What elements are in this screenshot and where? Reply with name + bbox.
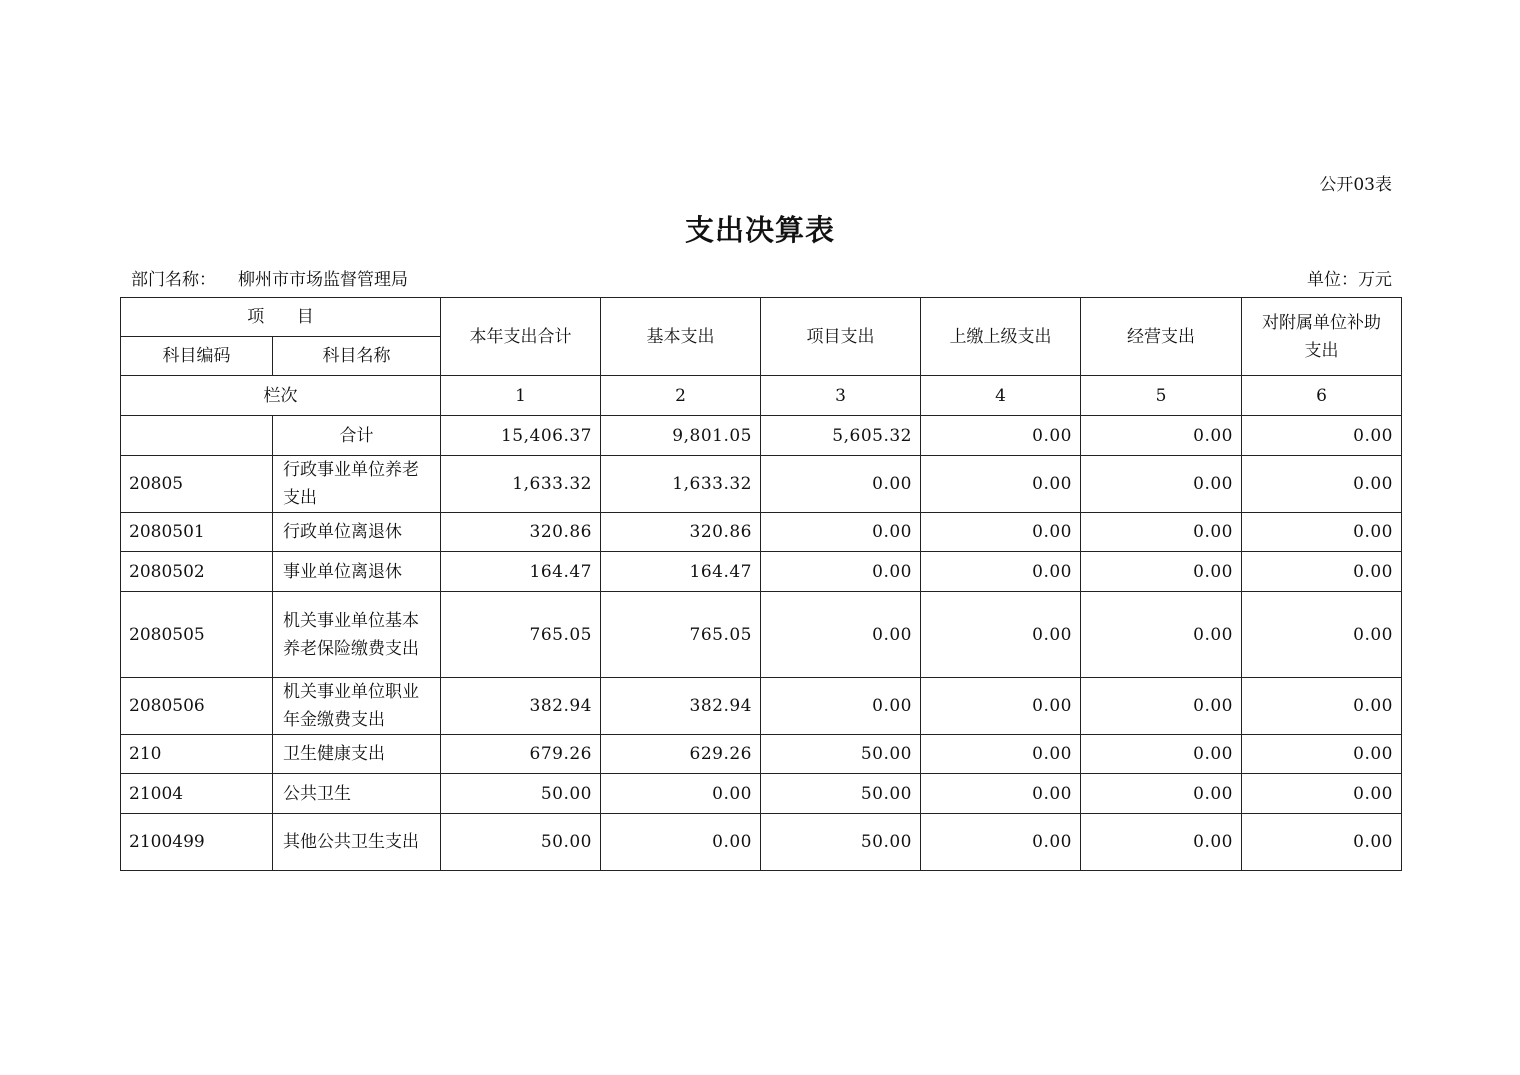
department-label: 部门名称： bbox=[131, 270, 216, 290]
amount-cell: 0.00 bbox=[1242, 735, 1402, 774]
total-label: 合计 bbox=[273, 416, 441, 456]
header-code: 科目编码 bbox=[121, 337, 273, 376]
column-index-row bbox=[121, 376, 1402, 416]
department-value: 柳州市市场监督管理局 bbox=[238, 270, 408, 290]
amount-cell: 0.00 bbox=[1081, 513, 1242, 552]
table-row bbox=[121, 774, 1402, 814]
amount-cell: 0.00 bbox=[1081, 456, 1242, 513]
amount-cell: 0.00 bbox=[1242, 456, 1402, 513]
table-row bbox=[121, 678, 1402, 735]
header-total: 本年支出合计 bbox=[441, 298, 601, 376]
amount-cell: 382.94 bbox=[601, 678, 761, 735]
amount-cell: 0.00 bbox=[761, 552, 921, 592]
total-row bbox=[121, 416, 1402, 456]
amount-cell: 0.00 bbox=[921, 513, 1081, 552]
amount-cell: 0.00 bbox=[1242, 774, 1402, 814]
total-value: 9,801.05 bbox=[601, 416, 761, 456]
subject-name: 事业单位离退休 bbox=[273, 552, 441, 592]
subject-name: 公共卫生 bbox=[273, 774, 441, 814]
amount-cell: 50.00 bbox=[761, 735, 921, 774]
total-value: 5,605.32 bbox=[761, 416, 921, 456]
header-upper: 上缴上级支出 bbox=[921, 298, 1081, 376]
amount-cell: 0.00 bbox=[761, 592, 921, 678]
expenditure-table bbox=[120, 297, 1402, 871]
header-row-1 bbox=[121, 298, 1402, 337]
amount-cell: 0.00 bbox=[921, 678, 1081, 735]
subject-code: 2100499 bbox=[121, 814, 273, 871]
amount-cell: 629.26 bbox=[601, 735, 761, 774]
header-subsidy: 对附属单位补助支出 bbox=[1242, 298, 1402, 376]
table-row bbox=[121, 735, 1402, 774]
amount-cell: 164.47 bbox=[601, 552, 761, 592]
subject-code: 20805 bbox=[121, 456, 273, 513]
amount-cell: 320.86 bbox=[601, 513, 761, 552]
column-index: 6 bbox=[1242, 376, 1402, 416]
column-index: 5 bbox=[1081, 376, 1242, 416]
total-code bbox=[121, 416, 273, 456]
amount-cell: 0.00 bbox=[1081, 552, 1242, 592]
unit-label: 单位：万元 bbox=[1307, 270, 1392, 290]
page-title: 支出决算表 bbox=[684, 213, 835, 247]
header-item: 项 目 bbox=[121, 298, 441, 337]
amount-cell: 0.00 bbox=[1081, 592, 1242, 678]
amount-cell: 0.00 bbox=[921, 552, 1081, 592]
amount-cell: 0.00 bbox=[1081, 735, 1242, 774]
amount-cell: 50.00 bbox=[441, 774, 601, 814]
table-row bbox=[121, 513, 1402, 552]
subject-name: 卫生健康支出 bbox=[273, 735, 441, 774]
amount-cell: 0.00 bbox=[921, 735, 1081, 774]
column-index: 2 bbox=[601, 376, 761, 416]
amount-cell: 0.00 bbox=[1242, 814, 1402, 871]
column-index: 1 bbox=[441, 376, 601, 416]
amount-cell: 765.05 bbox=[441, 592, 601, 678]
amount-cell: 0.00 bbox=[1242, 513, 1402, 552]
amount-cell: 0.00 bbox=[761, 456, 921, 513]
table-row bbox=[121, 456, 1402, 513]
column-index: 4 bbox=[921, 376, 1081, 416]
amount-cell: 0.00 bbox=[1081, 814, 1242, 871]
amount-cell: 0.00 bbox=[921, 456, 1081, 513]
column-index: 3 bbox=[761, 376, 921, 416]
subject-name: 行政单位离退休 bbox=[273, 513, 441, 552]
form-number: 公开03表 bbox=[1319, 175, 1392, 195]
total-value: 0.00 bbox=[1081, 416, 1242, 456]
amount-cell: 50.00 bbox=[441, 814, 601, 871]
column-index-label: 栏次 bbox=[121, 376, 441, 416]
subject-code: 2080505 bbox=[121, 592, 273, 678]
subject-code: 2080501 bbox=[121, 513, 273, 552]
amount-cell: 0.00 bbox=[1242, 552, 1402, 592]
subject-code: 2080506 bbox=[121, 678, 273, 735]
subject-name: 其他公共卫生支出 bbox=[273, 814, 441, 871]
amount-cell: 1,633.32 bbox=[441, 456, 601, 513]
subject-name: 机关事业单位基本养老保险缴费支出 bbox=[273, 592, 441, 678]
subject-code: 210 bbox=[121, 735, 273, 774]
amount-cell: 50.00 bbox=[761, 774, 921, 814]
total-value: 0.00 bbox=[921, 416, 1081, 456]
amount-cell: 0.00 bbox=[921, 814, 1081, 871]
department-line bbox=[131, 265, 408, 290]
amount-cell: 382.94 bbox=[441, 678, 601, 735]
subject-name: 机关事业单位职业年金缴费支出 bbox=[273, 678, 441, 735]
amount-cell: 0.00 bbox=[601, 814, 761, 871]
amount-cell: 0.00 bbox=[921, 592, 1081, 678]
header-name: 科目名称 bbox=[273, 337, 441, 376]
amount-cell: 1,633.32 bbox=[601, 456, 761, 513]
subject-code: 21004 bbox=[121, 774, 273, 814]
amount-cell: 765.05 bbox=[601, 592, 761, 678]
total-value: 15,406.37 bbox=[441, 416, 601, 456]
amount-cell: 0.00 bbox=[1081, 774, 1242, 814]
amount-cell: 0.00 bbox=[1242, 592, 1402, 678]
table-row bbox=[121, 592, 1402, 678]
table-row bbox=[121, 814, 1402, 871]
amount-cell: 0.00 bbox=[761, 513, 921, 552]
amount-cell: 0.00 bbox=[921, 774, 1081, 814]
header-basic: 基本支出 bbox=[601, 298, 761, 376]
amount-cell: 0.00 bbox=[1081, 678, 1242, 735]
amount-cell: 164.47 bbox=[441, 552, 601, 592]
table-row bbox=[121, 552, 1402, 592]
subject-code: 2080502 bbox=[121, 552, 273, 592]
amount-cell: 320.86 bbox=[441, 513, 601, 552]
header-project: 项目支出 bbox=[761, 298, 921, 376]
amount-cell: 679.26 bbox=[441, 735, 601, 774]
amount-cell: 0.00 bbox=[761, 678, 921, 735]
amount-cell: 0.00 bbox=[601, 774, 761, 814]
total-value: 0.00 bbox=[1242, 416, 1402, 456]
amount-cell: 50.00 bbox=[761, 814, 921, 871]
amount-cell: 0.00 bbox=[1242, 678, 1402, 735]
subject-name: 行政事业单位养老支出 bbox=[273, 456, 441, 513]
header-business: 经营支出 bbox=[1081, 298, 1242, 376]
